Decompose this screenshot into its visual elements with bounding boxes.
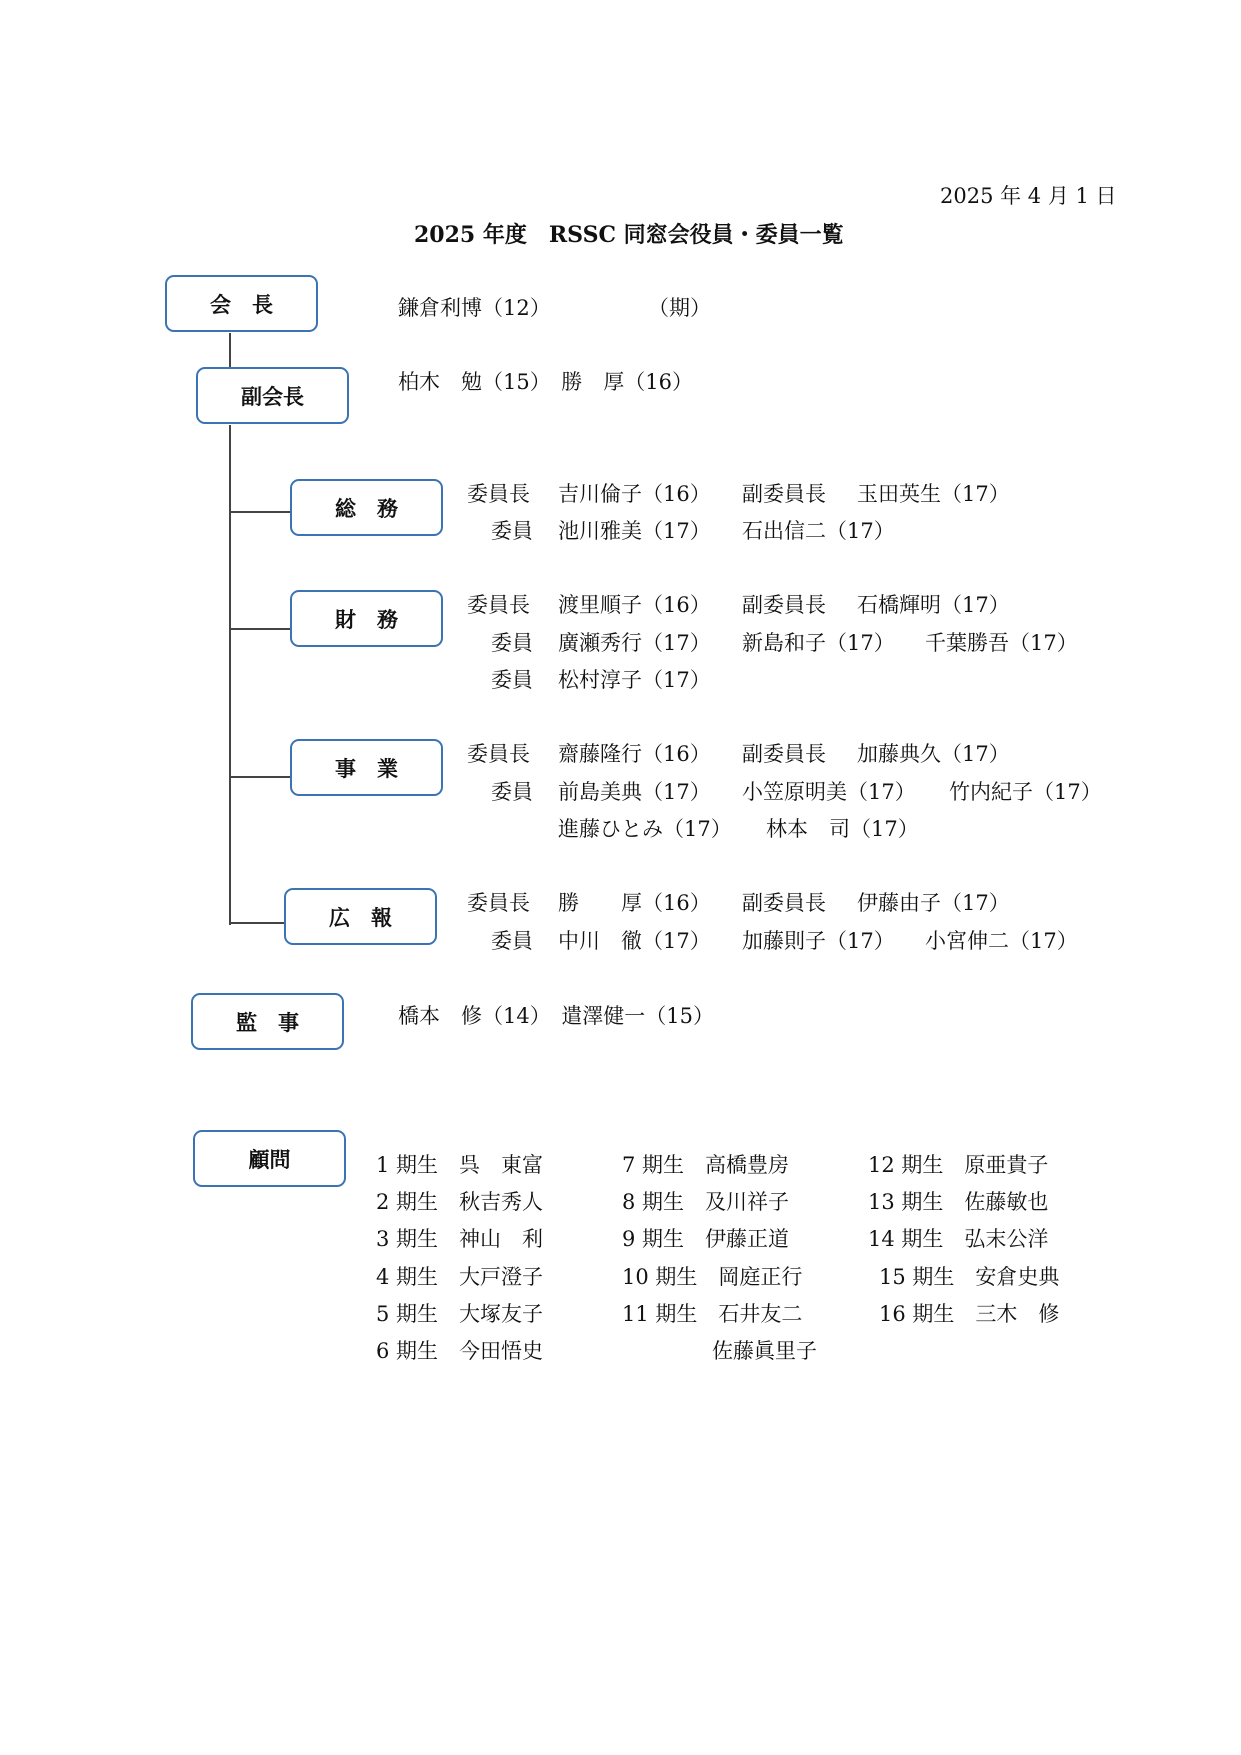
term-note: （期） xyxy=(648,296,711,320)
somu-role-vice: 副委員長 xyxy=(742,482,826,506)
auditor-names: 橋本 修（14） 遣澤健一（15） xyxy=(398,1004,714,1028)
committee-box-zaimu: 財 務 xyxy=(290,590,443,647)
connector-jigyo xyxy=(229,776,290,778)
zaimu-chair-name: 渡里順子（16） xyxy=(558,593,711,617)
jigyo-member-name: 小笠原明美（17） xyxy=(742,780,916,804)
advisor-entry: 16 期生 三木 修 xyxy=(879,1302,1060,1326)
jigyo-role-vice: 副委員長 xyxy=(742,742,826,766)
somu-role-member: 委員 xyxy=(491,519,533,543)
advisors-box: 顧問 xyxy=(193,1130,346,1187)
connector-zaimu xyxy=(229,628,290,630)
koho-member-name: 小宮伸二（17） xyxy=(925,929,1078,953)
jigyo-member-name: 竹内紀子（17） xyxy=(949,780,1102,804)
advisor-entry: 8 期生 及川祥子 xyxy=(622,1190,790,1214)
advisor-entry: 1 期生 呉 東富 xyxy=(376,1153,544,1177)
jigyo-vice-name: 加藤典久（17） xyxy=(857,742,1010,766)
somu-vice-name: 玉田英生（17） xyxy=(857,482,1010,506)
advisor-entry: 11 期生 石井友二 xyxy=(622,1302,803,1326)
vice-president-names: 柏木 勉（15） 勝 厚（16） xyxy=(398,370,693,394)
koho-vice-name: 伊藤由子（17） xyxy=(857,891,1010,915)
jigyo-chair-name: 齋藤隆行（16） xyxy=(558,742,711,766)
zaimu-vice-name: 石橋輝明（17） xyxy=(857,593,1010,617)
somu-role-chair: 委員長 xyxy=(467,482,530,506)
zaimu-member-name: 廣瀬秀行（17） xyxy=(558,631,711,655)
vice-president-box: 副会長 xyxy=(196,367,349,424)
zaimu-member-name: 新島和子（17） xyxy=(742,631,895,655)
koho-member-name: 加藤則子（17） xyxy=(742,929,895,953)
koho-member-name: 中川 徹（17） xyxy=(558,929,711,953)
zaimu-role-vice: 副委員長 xyxy=(742,593,826,617)
zaimu-role-member: 委員 xyxy=(491,668,533,692)
president-box: 会 長 xyxy=(165,275,318,332)
koho-chair-name: 勝 厚（16） xyxy=(558,891,711,915)
advisor-entry: 2 期生 秋吉秀人 xyxy=(376,1190,544,1214)
advisor-entry: 15 期生 安倉史典 xyxy=(879,1265,1060,1289)
committee-box-koho: 広 報 xyxy=(284,888,437,945)
advisor-entry: 佐藤眞里子 xyxy=(712,1339,817,1363)
zaimu-role-member: 委員 xyxy=(491,631,533,655)
zaimu-role-chair: 委員長 xyxy=(467,593,530,617)
committee-box-somu: 総 務 xyxy=(290,479,443,536)
advisor-entry: 6 期生 今田悟史 xyxy=(376,1339,544,1363)
advisor-entry: 5 期生 大塚友子 xyxy=(376,1302,544,1326)
connector-president xyxy=(229,333,231,367)
jigyo-member-name: 林本 司（17） xyxy=(766,817,919,841)
koho-role-vice: 副委員長 xyxy=(742,891,826,915)
jigyo-member-name: 前島美典（17） xyxy=(558,780,711,804)
somu-chair-name: 吉川倫子（16） xyxy=(558,482,711,506)
advisor-entry: 14 期生 弘末公洋 xyxy=(868,1227,1049,1251)
koho-role-member: 委員 xyxy=(491,929,533,953)
advisor-entry: 3 期生 神山 利 xyxy=(376,1227,544,1251)
auditor-box: 監 事 xyxy=(191,993,344,1050)
advisor-entry: 10 期生 岡庭正行 xyxy=(622,1265,803,1289)
connector-trunk xyxy=(229,425,231,925)
zaimu-member-name: 松村淳子（17） xyxy=(558,668,711,692)
jigyo-role-member: 委員 xyxy=(491,780,533,804)
koho-role-chair: 委員長 xyxy=(467,891,530,915)
advisor-entry: 7 期生 高橋豊房 xyxy=(622,1153,790,1177)
zaimu-member-name: 千葉勝吾（17） xyxy=(925,631,1078,655)
jigyo-member-name: 進藤ひとみ（17） xyxy=(558,817,732,841)
date: 2025 年 4 月 1 日 xyxy=(940,184,1117,208)
somu-member-name: 石出信二（17） xyxy=(742,519,895,543)
somu-member-name: 池川雅美（17） xyxy=(558,519,711,543)
advisor-entry: 9 期生 伊藤正道 xyxy=(622,1227,790,1251)
committee-box-jigyo: 事 業 xyxy=(290,739,443,796)
advisor-entry: 13 期生 佐藤敏也 xyxy=(868,1190,1049,1214)
advisor-entry: 4 期生 大戸澄子 xyxy=(376,1265,544,1289)
connector-somu xyxy=(229,511,290,513)
page-title: 2025 年度 RSSC 同窓会役員・委員一覧 xyxy=(414,222,844,248)
advisor-entry: 12 期生 原亜貴子 xyxy=(868,1153,1049,1177)
connector-koho xyxy=(229,922,284,924)
jigyo-role-chair: 委員長 xyxy=(467,742,530,766)
president-name: 鎌倉利博（12） xyxy=(398,296,551,320)
